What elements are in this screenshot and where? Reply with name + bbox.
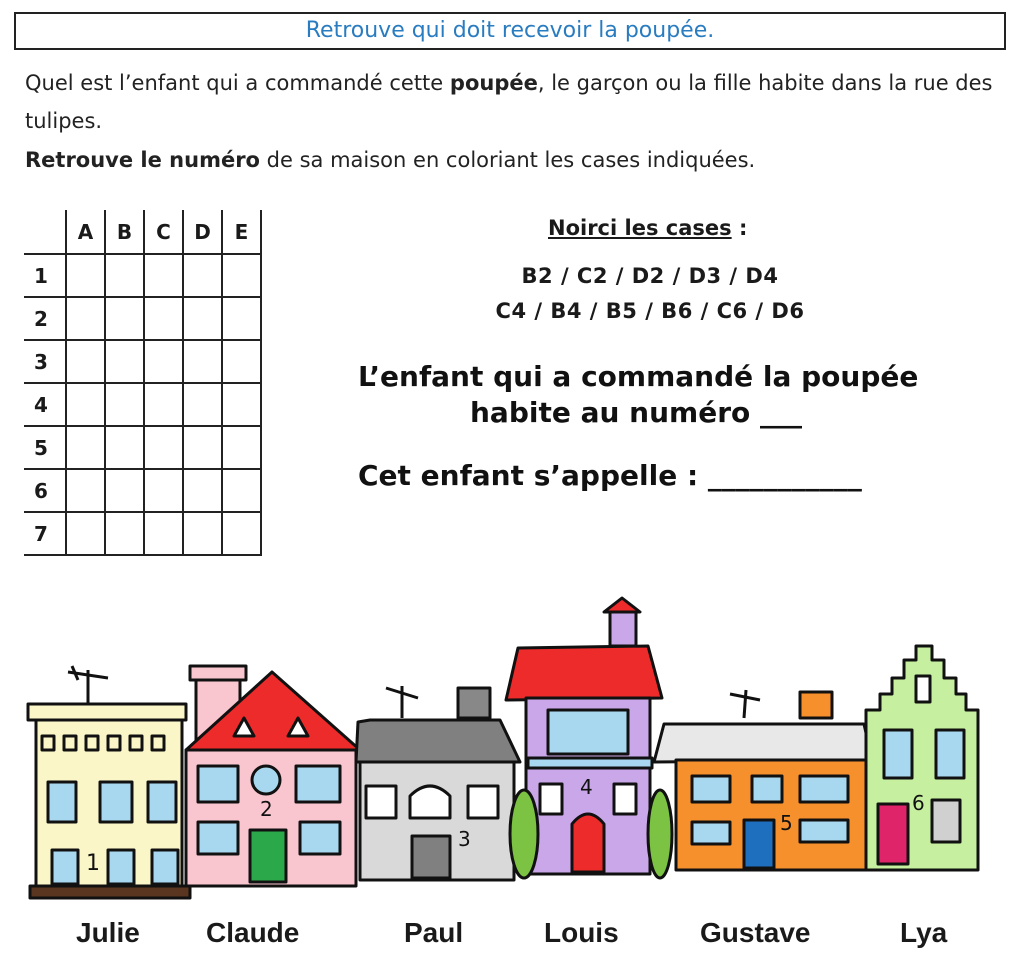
house-number-1: 1 — [86, 851, 100, 876]
grid-cell[interactable] — [66, 469, 105, 512]
grid-cell[interactable] — [144, 340, 183, 383]
cell-codes-line-2: C4 / B4 / B5 / B6 / C6 / D6 — [495, 299, 805, 323]
instructions-title — [548, 216, 747, 240]
worksheet-title: Retrouve qui doit recevoir la poupée. — [14, 12, 1006, 50]
intro-keyword-doll: poupée — [449, 71, 538, 95]
grid-cell[interactable] — [105, 512, 144, 555]
grid-row — [24, 512, 261, 555]
house-6 — [866, 646, 978, 870]
grid-cell[interactable] — [66, 426, 105, 469]
grid-cell[interactable] — [183, 469, 222, 512]
grid-cell[interactable] — [66, 512, 105, 555]
grid-row-header: 4 — [24, 383, 66, 426]
grid-col-header: C — [144, 210, 183, 254]
grid-cell[interactable] — [105, 383, 144, 426]
grid-cell[interactable] — [144, 469, 183, 512]
coloring-grid — [24, 210, 262, 556]
grid-col-header: B — [105, 210, 144, 254]
grid-cell[interactable] — [222, 254, 261, 297]
house-number-6: 6 — [912, 791, 925, 815]
child-name-claude: Claude — [206, 917, 300, 948]
grid-row — [24, 254, 261, 297]
grid-cell[interactable] — [144, 512, 183, 555]
grid-col-header: D — [183, 210, 222, 254]
grid-row-header: 2 — [24, 297, 66, 340]
grid-cell[interactable] — [105, 340, 144, 383]
grid-row-header: 1 — [24, 254, 66, 297]
grid-cell[interactable] — [183, 297, 222, 340]
grid-row — [24, 297, 261, 340]
grid-row — [24, 469, 261, 512]
bush-icon — [510, 790, 538, 878]
instructions-title-colon: : — [731, 216, 748, 240]
grid-cell[interactable] — [66, 383, 105, 426]
grid-cell[interactable] — [222, 512, 261, 555]
child-name-louis: Louis — [544, 917, 619, 948]
child-name-lya: Lya — [900, 917, 948, 948]
grid-cell[interactable] — [144, 426, 183, 469]
grid-row-header: 7 — [24, 512, 66, 555]
grid-cell[interactable] — [222, 383, 261, 426]
street-illustration — [0, 590, 1024, 910]
intro-paragraph — [25, 64, 995, 140]
house-3 — [356, 686, 520, 880]
bush-icon — [648, 790, 672, 878]
grid-cell[interactable] — [105, 426, 144, 469]
house-2 — [186, 666, 360, 886]
child-name-paul: Paul — [404, 917, 464, 948]
house-number-5: 5 — [780, 811, 793, 835]
grid-cell[interactable] — [183, 383, 222, 426]
grid-cell[interactable] — [66, 297, 105, 340]
grid-cell[interactable] — [105, 297, 144, 340]
grid-cell[interactable] — [105, 469, 144, 512]
child-name-gustave: Gustave — [700, 917, 811, 948]
grid-cell[interactable] — [144, 297, 183, 340]
grid-cell[interactable] — [183, 426, 222, 469]
grid-cell[interactable] — [183, 254, 222, 297]
grid-corner — [24, 210, 66, 254]
question-name: Cet enfant s’appelle : ___________ — [358, 459, 862, 492]
house-number-3: 3 — [458, 827, 471, 851]
grid-cell[interactable] — [144, 383, 183, 426]
grid-cell[interactable] — [222, 426, 261, 469]
grid-cell[interactable] — [183, 340, 222, 383]
house-5 — [654, 690, 872, 870]
grid-row-header: 5 — [24, 426, 66, 469]
grid-cell[interactable] — [66, 254, 105, 297]
house-number-2: 2 — [260, 797, 273, 821]
instruction-paragraph — [25, 141, 995, 179]
grid-row — [24, 383, 261, 426]
instruction-keyword: Retrouve le numéro — [25, 148, 260, 172]
grid-cell[interactable] — [183, 512, 222, 555]
grid-row — [24, 426, 261, 469]
house-number-4: 4 — [580, 775, 593, 799]
question-number-line-1: L’enfant qui a commandé la poupée — [358, 360, 919, 393]
grid-cell[interactable] — [222, 469, 261, 512]
cell-codes-line-1: B2 / C2 / D2 / D3 / D4 — [521, 264, 779, 288]
instructions-title-text: Noirci les cases — [548, 216, 732, 240]
grid-row-header: 6 — [24, 469, 66, 512]
grid-header-row — [24, 210, 261, 254]
grid-row-header: 3 — [24, 340, 66, 383]
intro-text-2: , le garçon ou la fille habite dans la rue des tulipes. — [25, 71, 993, 133]
grid-cell[interactable] — [144, 254, 183, 297]
grid-col-header: A — [66, 210, 105, 254]
child-name-julie: Julie — [76, 917, 140, 948]
grid-cell[interactable] — [66, 340, 105, 383]
intro-text-1: Quel est l’enfant qui a commandé cette — [25, 71, 450, 95]
grid-cell[interactable] — [222, 297, 261, 340]
instruction-text: de sa maison en coloriant les cases indiquées. — [260, 148, 756, 172]
grid-cell[interactable] — [222, 340, 261, 383]
grid-cell[interactable] — [105, 254, 144, 297]
grid-col-header: E — [222, 210, 261, 254]
grid-row — [24, 340, 261, 383]
question-number-line-2: habite au numéro ___ — [470, 396, 802, 429]
house-1 — [28, 666, 190, 898]
